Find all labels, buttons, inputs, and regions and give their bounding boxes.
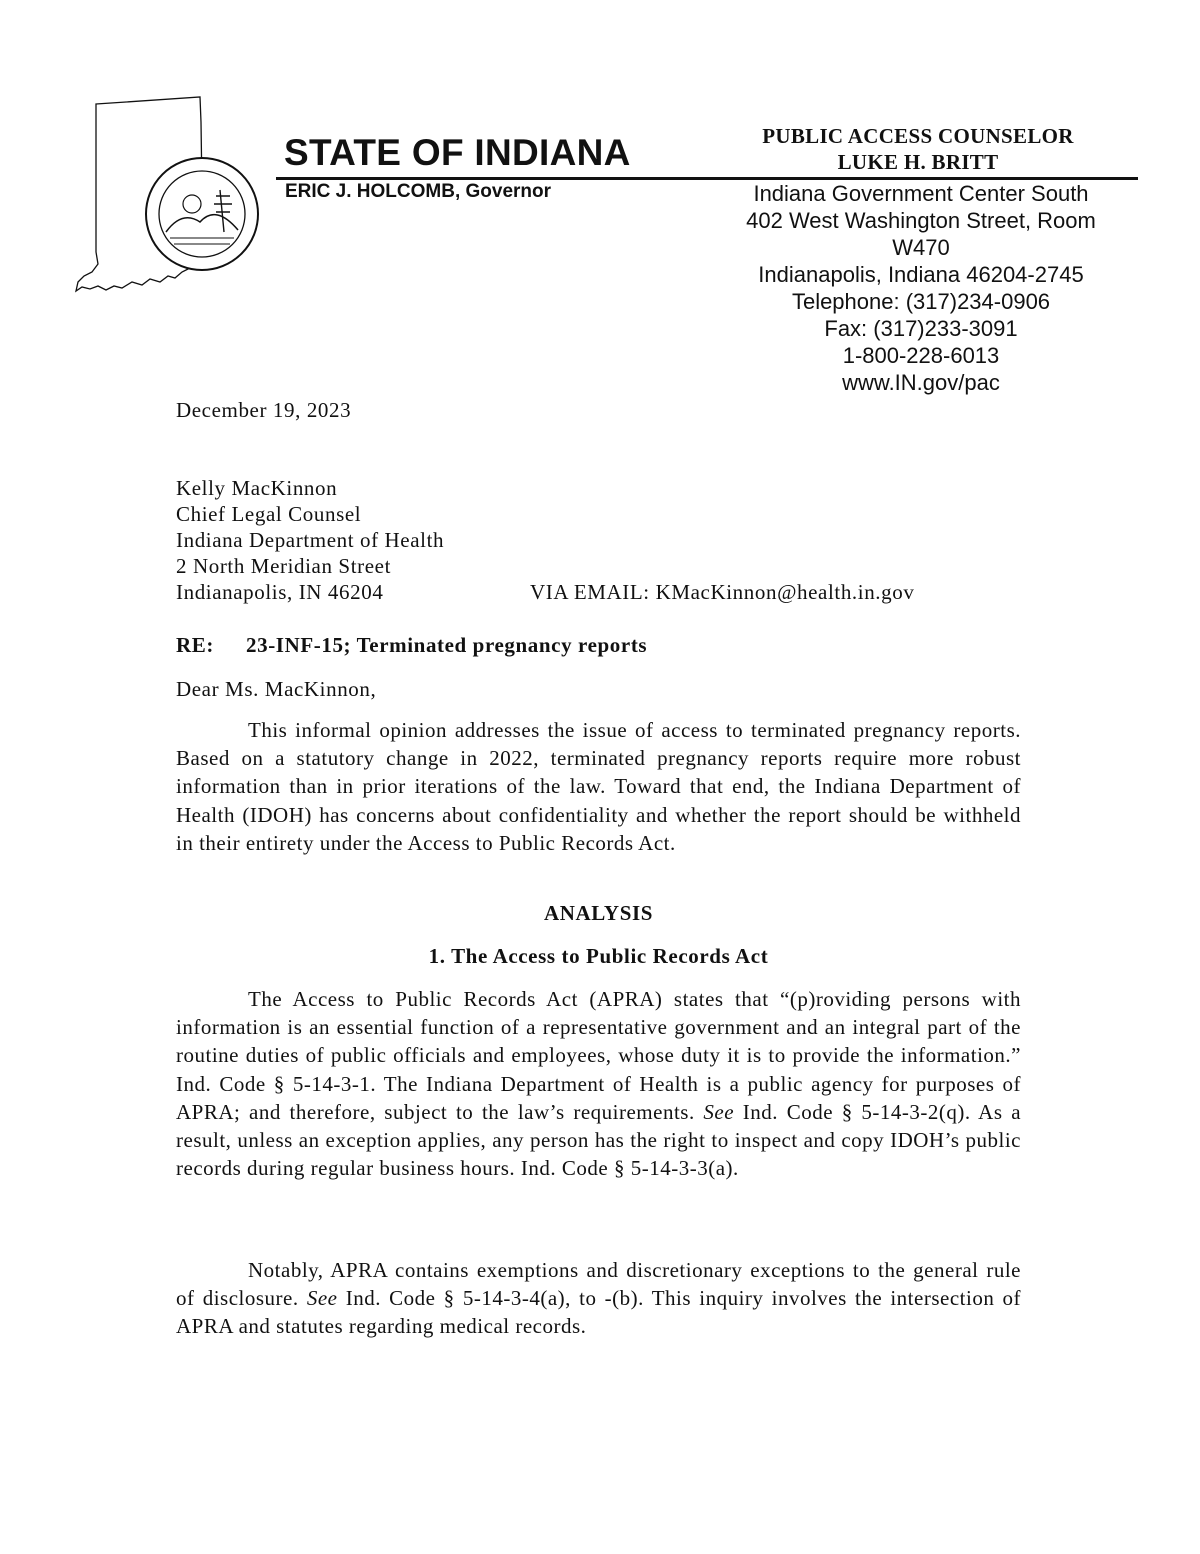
recipient-line: Indianapolis, IN 46204	[176, 580, 384, 604]
subject-label: RE:	[176, 633, 214, 657]
subject-line	[176, 632, 647, 658]
body-paragraph	[176, 716, 1021, 857]
paragraph-text: Notably, APRA contains exemptions and discretionary exceptions to the general rule of disclosure.	[176, 1258, 1021, 1311]
toll-free-number: 1-800-228-6013	[842, 343, 1000, 368]
recipient-line: Kelly MacKinnon	[176, 476, 338, 500]
paragraph-text: The Access to Public Records Act (APRA) states that “(p)roviding persons with information is an essential function of a representative government and an integral part of the routine duties of public officials and employees, whose duty it is to provide the information.” Ind. Code § 5-14-3-1. The Indiana Department of Health is a public agency for purposes of APRA; and therefore, subject to the law’s requirements.	[176, 987, 1021, 1124]
see-citation: See	[703, 1099, 735, 1124]
section-heading: ANALYSIS	[543, 901, 654, 925]
paragraph-text: Ind. Code § 5-14-3-2(q). As a result, unless an exception applies, any person has the right to inspect and copy IDOH’s public records during regular business hours. Ind. Code § 5-14-3-3(a).	[176, 1099, 1022, 1181]
telephone: Telephone: (317)234-0906	[791, 289, 1051, 314]
counselor-name: LUKE H. BRITT	[837, 150, 999, 174]
via-email: VIA EMAIL: KMacKinnon@health.in.gov	[530, 580, 915, 604]
address-line: W470	[892, 235, 950, 260]
indiana-state-emblem	[70, 92, 270, 302]
website-link[interactable]: www.IN.gov/pac	[842, 370, 1000, 395]
office-title: PUBLIC ACCESS COUNSELOR	[762, 124, 1074, 148]
recipient-line: Chief Legal Counsel	[176, 502, 362, 526]
subsection-heading: 1. The Access to Public Records Act	[428, 944, 769, 968]
public-access-counselor-block	[728, 123, 1108, 175]
paragraph-text: Ind. Code § 5-14-3-4(a), to -(b). This inquiry involves the intersection of APRA and statutes regarding medical records.	[176, 1286, 1022, 1339]
body-paragraph	[176, 1256, 1021, 1341]
subject-text: 23-INF-15; Terminated pregnancy reports	[246, 633, 648, 657]
indiana-outline-seal-icon	[70, 92, 270, 302]
letter-date: December 19, 2023	[176, 398, 352, 422]
address-line: 402 West Washington Street, Room	[746, 208, 1096, 233]
address-line: Indianapolis, Indiana 46204-2745	[758, 262, 1084, 287]
salutation: Dear Ms. MacKinnon,	[176, 677, 377, 701]
fax: Fax: (317)233-3091	[824, 316, 1018, 341]
recipient-line: 2 North Meridian Street	[176, 554, 392, 578]
office-address	[700, 180, 1142, 396]
recipient-address	[176, 475, 444, 605]
recipient-line: Indiana Department of Health	[176, 528, 445, 552]
paragraph-text: This informal opinion addresses the issue of access to terminated pregnancy reports. Based on a statutory change in 2022, terminated pregnancy reports require more robust information than in prior iterations of the law. Toward that end, the Indiana Department of Health (IDOH) has concerns about confidentiality and whether the report should be withheld in their entirety under the Access to Public Records Act.	[176, 718, 1021, 855]
see-citation: See	[306, 1286, 338, 1311]
state-title: STATE OF INDIANA	[284, 132, 631, 173]
address-line: Indiana Government Center South	[753, 181, 1089, 206]
governor-name: ERIC J. HOLCOMB, Governor	[285, 181, 552, 202]
body-paragraph	[176, 985, 1021, 1182]
